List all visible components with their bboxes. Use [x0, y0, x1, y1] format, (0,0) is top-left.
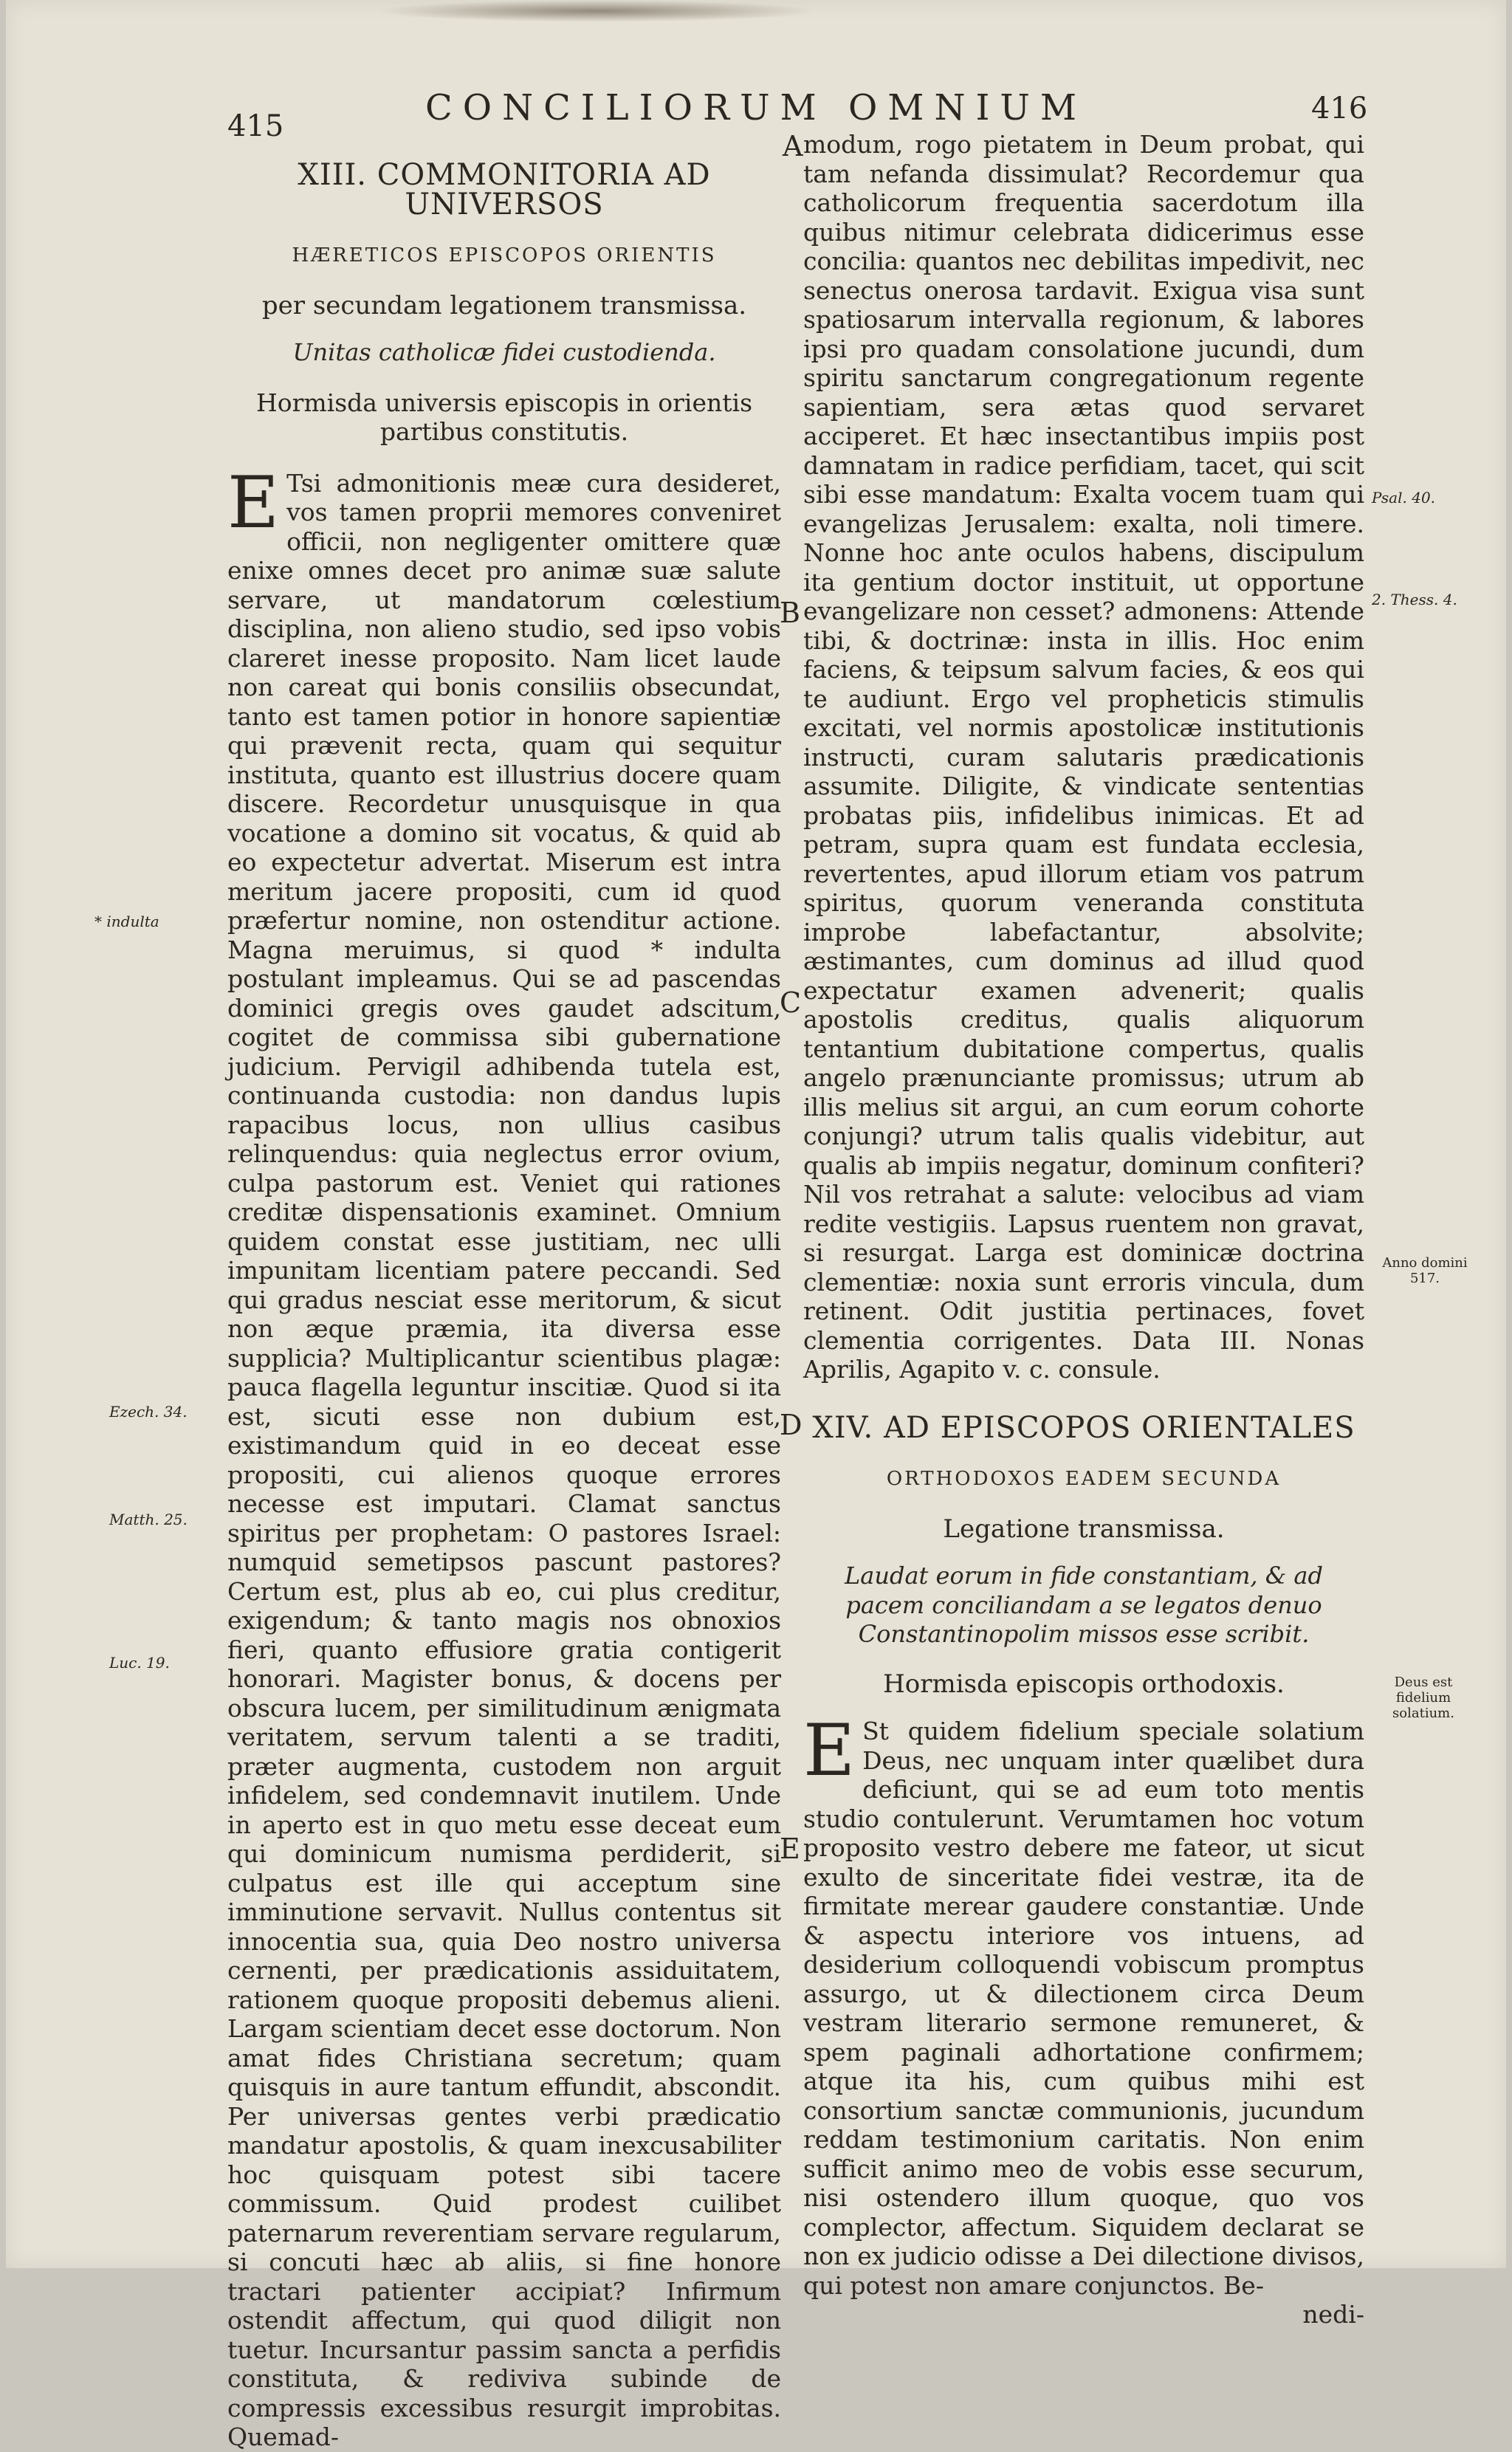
margin-note-ezech: Ezech. 34.: [109, 1403, 188, 1421]
section-14-subtitle-2: Legatione transmissa.: [943, 1514, 1225, 1544]
right-page-number: 416: [1311, 92, 1368, 126]
running-title: CONCILIORUM OMNIUM: [425, 87, 1087, 128]
section-14-text: St quidem fidelium speciale solatium Deus, nec unquam inter quælibet dura deficiunt, qui se ad eum toto mentis studio contulerunt. Verumtamen hoc votum proposito vestro debere me fateor, ut sicut exulto de sinceritate fidei vestræ, ita de firmitate merear gaudere constantiæ. Unde & aspectu interiore vos intuens, ad desiderium colloquendi vobiscum promptus assurgo, ut & dilectionem circa Deum vestram literario sermone remuneret, & spem paginali adhortatione confirmem; atque ita his, cum quibus mihi est consortium sanctæ communionis, jucundum reddam testimonium caritatis. Non enim sufficit animo meo de vobis esse securum, nisi ostendero illum quoque, quo vos complector, affectum. Siquidem declarat se non ex judicio odisse a Dei dilectione divisos, qui potest non amare conjunctos. Be-: [803, 1717, 1364, 2300]
margin-note-thess: 2. Thess. 4.: [1372, 591, 1457, 608]
margin-note-deus: [1379, 1675, 1468, 1721]
section-13-address: Hormisda universis episcopis in orientis partibus constitutis.: [255, 388, 753, 446]
section-13-continuation: modum, rogo pietatem in Deum probat, qui tam nefanda dissimulat? Recordemur qua catholicorum frequentia sacerdotum illa quibus nitimur celebrata didicerimus esse concilia: quantos nec debilitas impedivit, nec senectus onerosa tardavit. Exigua visa sunt spatiosarum intervalla regionum, & labores ipsi pro quadam consolatione jucundi, dum spiritu sanctarum congregationum regente sapientiam, sera ætas quod servaret acciperet. Et hæc insectantibus impiis post damnatam in radice perfidiam, tacet, qui scit sibi esse mandatum: Exalta vocem tuam qui evangelizas Jerusalem: exalta, noli timere. Nonne hoc ante oculos habens, discipulum ita gentium doctor instituit, ut opportune evangelizare non cesset? admonens: Attende tibi, & doctrinæ: insta in illis. Hoc enim faciens, & teipsum salvum facies, & eos qui te audiunt. Ergo vel propheticis stimulis excitati, vel normis apostolicæ institutionis instructi, curam salutaris prædicationis assumite. Diligite, & vindicate sententias probatas piis, infidelibus inimicas. Et ad petram, supra quam est fundata ecclesia, revertentes, apud illorum etiam vos patrum spiritus, quorum veneranda constituta improbe labefactantur, absolvite; æstimantes, cum dominus ad illud quod expectatur examen advenerit; qualis apostolis creditus, qualis aliquorum tentantium dubitatione compertus, qualis angelo prænunciante promissus; utrum ab illis melius sit argui, an cum eorum cohorte conjungi? utrum talis qualis videbitur, aut qualis ab impiis negatur, dominum confiteri? Nil vos retrahat a salute: velocibus ad viam redite vestigiis. Lapsus ruentem non gravat, si resurgat. Larga est dominicæ doctrina clementiæ: noxia sunt erroris vincula, dum retinent. Odit justitia pertinaces, fovet clementia corrigentes. Data III. Nonas Aprilis, Agapito v. c. consule.: [803, 130, 1364, 1384]
section-13-subtitle: HÆRETICOS EPISCOPOS ORIENTIS: [292, 244, 717, 267]
anno-year: 517.: [1409, 1271, 1440, 1286]
section-13-body: [227, 461, 781, 2452]
margin-note-anno: [1373, 1255, 1477, 1286]
drop-cap: E: [803, 1709, 856, 1792]
margin-note-psal: Psal. 40.: [1372, 489, 1436, 506]
right-column: [803, 130, 1364, 2329]
deus-line-1: Deus est: [1394, 1675, 1453, 1690]
left-page-number: 415: [227, 109, 284, 143]
margin-note-luc: Luc. 19.: [109, 1654, 170, 1672]
section-letter-d: D: [780, 1409, 803, 1441]
page-shadow: [375, 0, 818, 22]
deus-line-2: fidelium: [1395, 1690, 1451, 1706]
section-letter-e: E: [780, 1833, 800, 1865]
section-letter-a: A: [783, 130, 803, 162]
section-letter-c: C: [780, 986, 802, 1019]
section-14-address: Hormisda episcopis orthodoxis.: [883, 1669, 1285, 1699]
section-14-summary: Laudat eorum in fide constantiam, & ad pacem conciliandam a se legatos denuo Constantinopolim missos esse scribit.: [845, 1562, 1323, 1648]
section-13-title: XIII. COMMONITORIA AD UNIVERSOS: [298, 158, 711, 221]
section-13-text: Tsi admonitionis meæ cura desideret, vos tamen proprii memores conveniret officii, non negligenter omittere quæ enixe omnes decet pro animæ suæ salute servare, ut mandatorum cœlestium disciplina, non alieno studio, sed ipso vobis clareret inesse proposito. Nam licet laude non careat qui bonis consiliis obsecundat, tanto est tamen potior in honore sapientiæ qui prævenit recta, quam qui sequitur instituta, quanto est illustrius docere quam discere. Recordetur unusquisque in qua vocatione a domino sit vocatus, & quid ab eo expectetur advertat. Miserum est intra meritum jacere propositi, cum id quod præfertur nomine, non ostenditur actione. Magna meruimus, si quod * indulta postulant impleamus. Qui se ad pascendas dominici gregis oves gaudet adscitum, cogitet de commissa sibi gubernatione judicium. Pervigil adhibenda tutela est, continuanda custodia: non dandus lupis rapacibus locus, non ullius casibus relinquendus: quia neglectus error ovium, culpa pastorum est. Veniet qui rationes creditæ dispensationis examinet. Omnium quidem constat esse justitiam, nec ulli impunitam licentiam patere peccandi. Sed qui gradus nesciat esse meritorum, & sicut non æque præmia, ita diversa esse supplicia? Multiplicantur scientibus plagæ: pauca flagella leguntur inscitiæ. Quod si ita est, sicuti esse non dubium est, existimandum quid in eo deceat esse propositi, cui alienos quoque errores necesse est imputari. Clamat sanctus spiritus per prophetam: O pastores Israel: numquid semetipsos pascunt pastores? Certum est, plus ab eo, cui plus creditur, exigendum; & tanto magis nos obnoxios fieri, quanto effusiore gratia contigerit honorari. Magister bonus, & docens per obscura lucem, per similitudinum ænigmata veritatem, servum talenti a se traditi, præter augmenta, custodem non arguit infidelem, sed condemnavit inutilem. Unde in aperto est in quo metu esse deceat eum qui dominicum numisma perdiderit, si culpatus est ille qui acceptum sine imminutione servavit. Nullus contentus sit innocentia sua, quia Deo nostro universa cernenti, per prædicationis assiduitatem, rationem quoque propositi debemus alieni. Largam scientiam decet esse doctorum. Non amat fides Christiana secretum; quam quisquis in aure tantum effundit, abscondit. Per universas gentes verbi prædicatio mandatur apostolis, & quam inexcusabiliter hoc quisquam potest sibi tacere commissum. Quid prodest cuilibet paternarum reverentiam servare regularum, si concuti hæc ab aliis, si fine honore tractari patienter accipiat? Infirmum ostendit affectum, qui quod diligit non tuetur. Incursantur passim sancta a perfidis constituta, & rediviva subinde de compressis excessibus resurgit improbitas. Quemad-: [227, 468, 781, 2451]
section-14-title: XIV. AD EPISCOPOS ORIENTALES: [812, 1410, 1355, 1445]
section-14-subtitle: ORTHODOXOS EADEM SECUNDA: [886, 1468, 1282, 1490]
deus-line-3: solatium.: [1392, 1706, 1454, 1721]
drop-cap: E: [227, 461, 280, 544]
anno-domini-label: Anno domini: [1382, 1255, 1468, 1271]
margin-note-matth: Matth. 25.: [109, 1511, 188, 1528]
section-13-subtitle-2: per secundam legationem transmissa.: [261, 290, 747, 320]
section-13-summary: Unitas catholicæ fidei custodienda.: [292, 338, 716, 366]
margin-note-indulta: * indulta: [94, 913, 159, 930]
catchword: nedi-: [1302, 2300, 1364, 2329]
section-14-body: [803, 1709, 1364, 2300]
left-column: [227, 154, 781, 2452]
book-page: [6, 0, 1506, 2451]
section-letter-b: B: [780, 597, 800, 629]
